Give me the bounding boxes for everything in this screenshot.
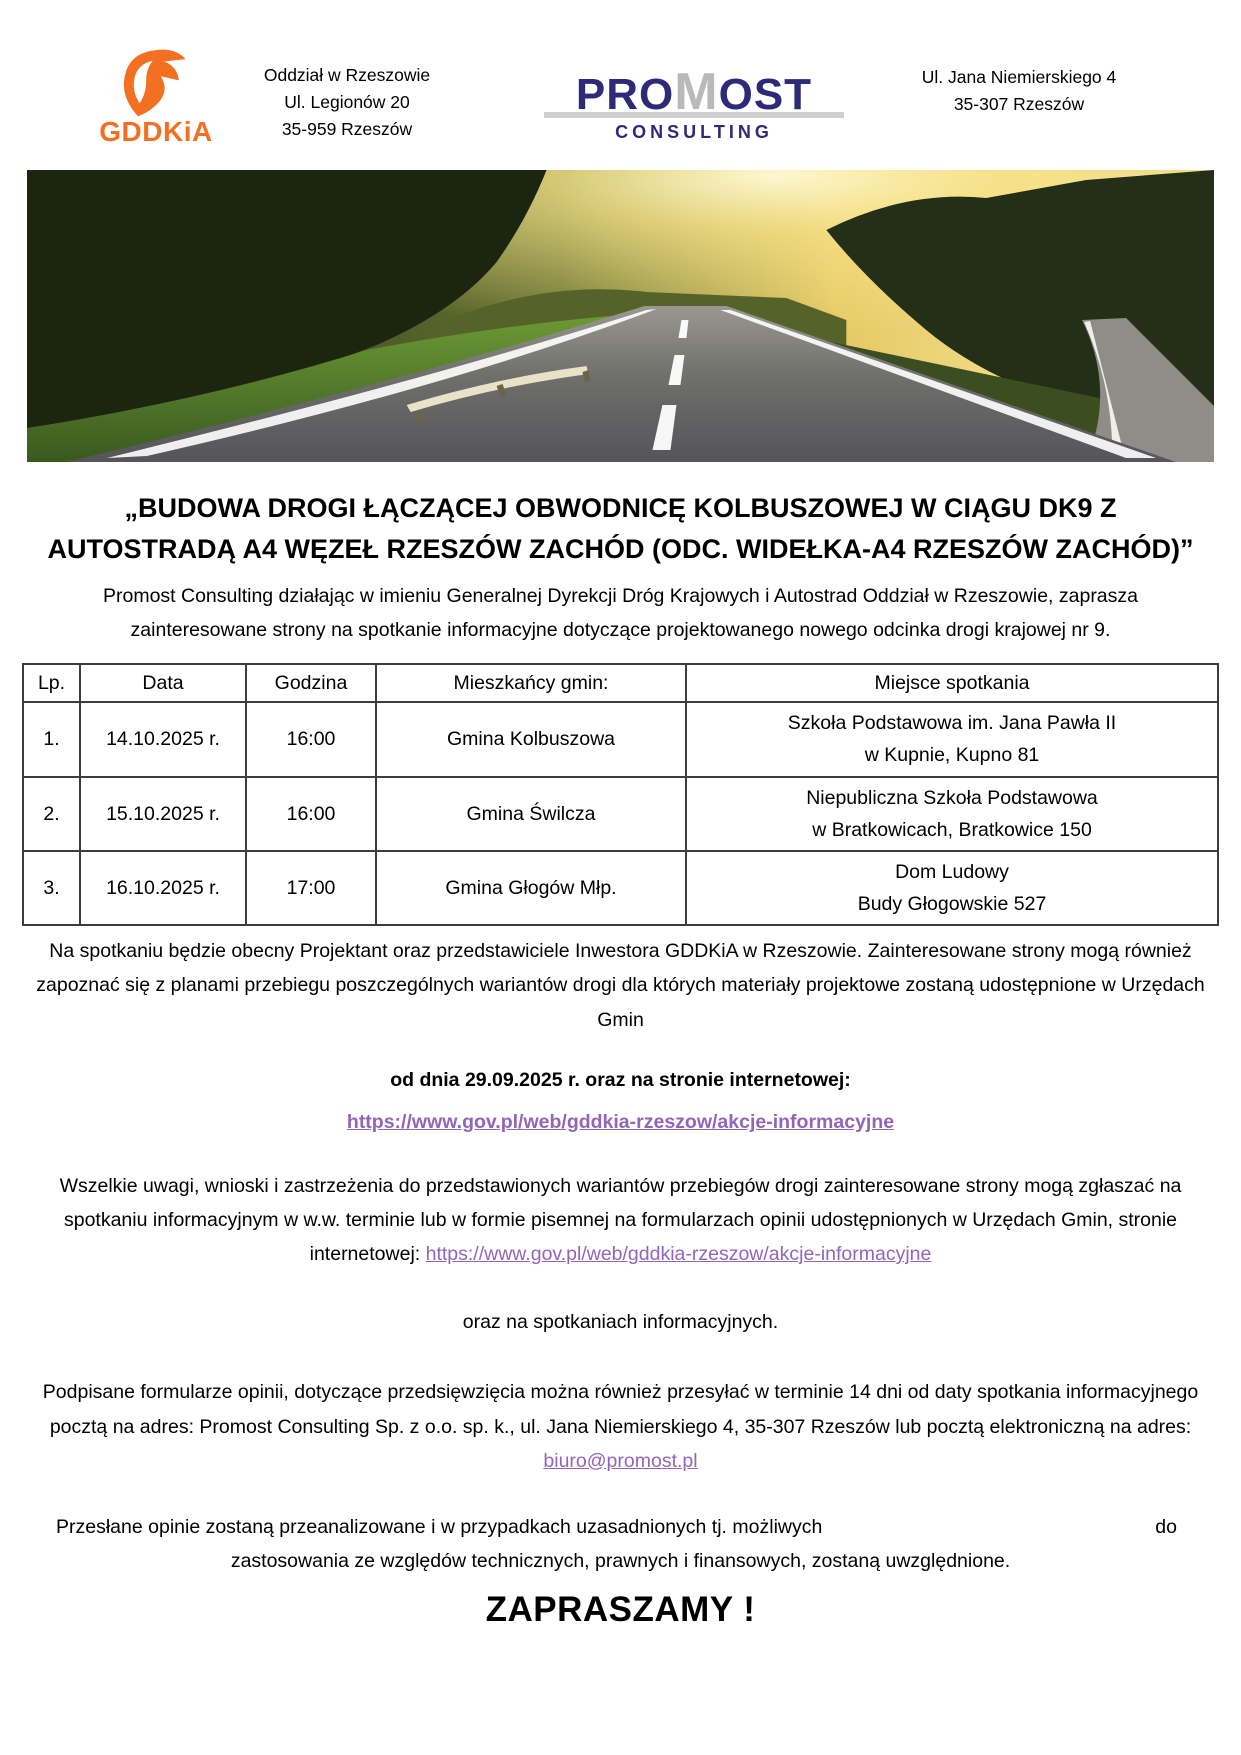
promost-bridge-m: M — [674, 63, 719, 121]
gddkia-logo — [90, 46, 222, 148]
gddkia-address — [242, 62, 452, 143]
gddkia-address-line: Oddział w Rzeszowie — [263, 65, 431, 85]
gddkia-address-line: 35-959 Rzeszów — [281, 119, 413, 140]
cell-miejsce: Niepubliczna Szkoła Podstawowa w Bratkowicach, Bratkowice 150 — [686, 777, 1218, 851]
header-miejsce: Miejsce spotkania — [686, 664, 1218, 702]
meetings-table — [22, 663, 1219, 926]
gddkia-wordmark: GDDKiA — [99, 116, 213, 147]
cell-gmina: Gmina Kolbuszowa — [376, 702, 686, 776]
gddkia-eagle-icon — [90, 46, 222, 118]
table-row — [23, 851, 1218, 925]
przeslane-line1-right: do — [1155, 1515, 1177, 1538]
after-table-paragraph: Na spotkaniu będzie obecny Projektant oraz przedstawiciele Inwestora GDDKiA w Rzeszowie. Zainteresowane strony mogą również zapoznać się z planami przebiegu poszczególnych wariantów drogi dla których materiały projektowe zostaną udostępnione w Urzędach Gmin — [36, 940, 1205, 1031]
podpisane-paragraph — [24, 1375, 1217, 1477]
gddkia-akcje-link[interactable]: https://www.gov.pl/web/gddkia-rzeszow/akcje-informacyjne — [346, 1110, 895, 1133]
cell-lp: 1. — [23, 702, 80, 776]
promost-address-line: Ul. Jana Niemierskiego 4 — [921, 67, 1117, 87]
cell-godzina: 16:00 — [246, 777, 376, 851]
cell-miejsce: Szkoła Podstawowa im. Jana Pawła II w Kupnie, Kupno 81 — [686, 702, 1218, 776]
page-title: „BUDOWA DROGI ŁĄCZĄCEJ OBWODNICĘ KOLBUSZOWEJ W CIĄGU DK9 Z AUTOSTRADĄ A4 WĘZEŁ RZESZÓW ZACHÓD (ODC. WIDEŁKA-A4 RZESZÓW ZACHÓD)” — [47, 493, 1194, 564]
table-header-row — [23, 664, 1218, 702]
cell-miejsce: Dom Ludowy Budy Głogowskie 527 — [686, 851, 1218, 925]
cell-lp: 3. — [23, 851, 80, 925]
przeslane-line2: zastosowania ze względów technicznych, prawnych i finansowych, zostaną uwzględnione. — [230, 1549, 1011, 1572]
promost-wordmark: PROMOST — [575, 63, 813, 121]
header — [0, 0, 1241, 148]
gddkia-akcje-link-2[interactable]: https://www.gov.pl/web/gddkia-rzeszow/akcje-informacyjne — [425, 1243, 932, 1266]
header-godzina: Godzina — [246, 664, 376, 702]
zapraszamy-heading: ZAPRASZAMY ! — [485, 1590, 756, 1630]
header-lp: Lp. — [23, 664, 80, 702]
promost-address — [904, 64, 1134, 118]
cell-godzina: 17:00 — [246, 851, 376, 925]
uwagi-text: Wszelkie uwagi, wnioski i zastrzeżenia do przedstawionych wariantów przebiegów drogi zainteresowane strony mogą zgłaszać na spotkaniu informacyjnym w w.w. terminie lub w formie pisemnej na formularzach opinii udostępnionych w Urzędach Gmin, stronie internetowej: — [59, 1174, 1182, 1266]
cell-data: 16.10.2025 r. — [80, 851, 246, 925]
table-row — [23, 702, 1218, 776]
cell-lp: 2. — [23, 777, 80, 851]
podpisane-text: Podpisane formularze opinii, dotyczące przedsięwzięcia można również przesyłać w terminie 14 dni od daty spotkania informacyjnego pocztą na adres: Promost Consulting Sp. z o.o. sp. k., ul. Jana Niemierskiego 4, 35-307 Rzeszów lub pocztą elektroniczną na adres: — [42, 1381, 1199, 1438]
cell-data: 15.10.2025 r. — [80, 777, 246, 851]
main-link-line — [0, 1105, 1241, 1139]
road-photo-graphic — [27, 170, 1214, 462]
cell-godzina: 16:00 — [246, 702, 376, 776]
promost-logo — [538, 63, 850, 143]
gddkia-address-line: Ul. Legionów 20 — [284, 92, 410, 113]
promost-address-line: 35-307 Rzeszów — [953, 94, 1085, 115]
oraz-line: oraz na spotkaniach informacyjnych. — [462, 1311, 779, 1334]
uwagi-paragraph — [36, 1169, 1205, 1271]
od-dnia-line: od dnia 29.09.2025 r. oraz na stronie internetowej: — [390, 1068, 851, 1091]
cell-gmina: Gmina Głogów Młp. — [376, 851, 686, 925]
promost-consulting-label: CONSULTING — [615, 122, 773, 142]
przeslane-line1-left: Przesłane opinie zostaną przeanalizowane i w przypadkach uzasadnionych tj. możliwych — [56, 1515, 823, 1538]
header-gmina: Mieszkańcy gmin: — [376, 664, 686, 702]
promost-email-link[interactable]: biuro@promost.pl — [543, 1449, 698, 1472]
road-photo — [27, 170, 1214, 462]
cell-data: 14.10.2025 r. — [80, 702, 246, 776]
przeslane-line1 — [0, 1510, 1241, 1544]
table-row — [23, 777, 1218, 851]
cell-gmina: Gmina Świlcza — [376, 777, 686, 851]
intro-paragraph: Promost Consulting działając w imieniu Generalnej Dyrekcji Dróg Krajowych i Autostrad Oddział w Rzeszowie, zaprasza zainteresowane strony na spotkanie informacyjne dotyczące projektowanego nowego odcinka drogi krajowej nr 9. — [102, 585, 1138, 642]
header-data: Data — [80, 664, 246, 702]
